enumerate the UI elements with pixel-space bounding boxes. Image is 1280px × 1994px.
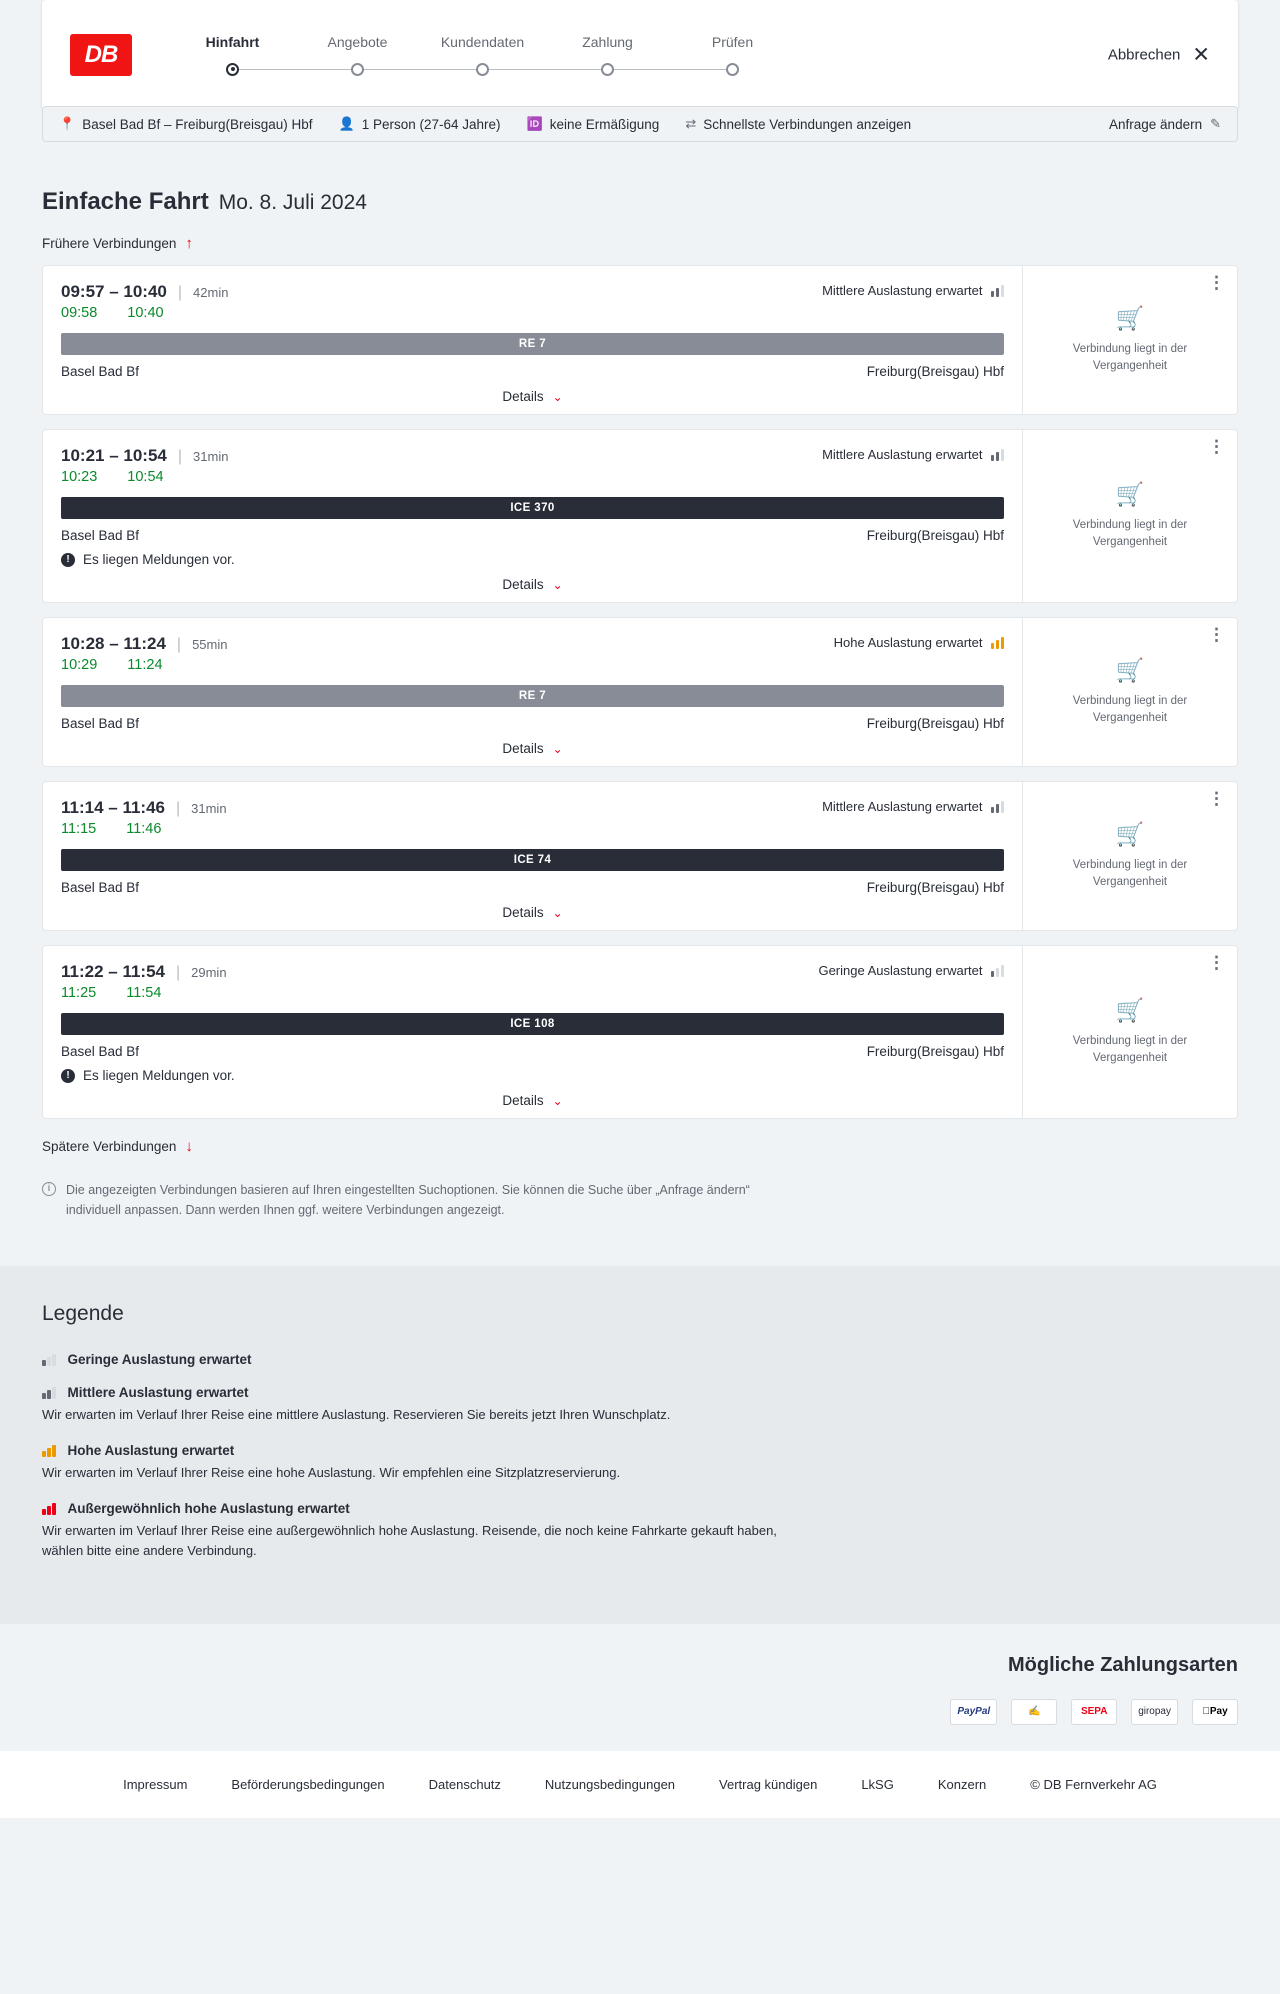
past-connection-note: Verbindung liegt in der Vergangenheit [1072,343,1188,372]
query-bar-region [0,106,1280,142]
message-notice[interactable] [61,552,1004,567]
payment-icons [42,1699,1238,1725]
step-dot-row [420,63,545,77]
arrival-time: 11:46 [126,821,162,837]
legend-title: Legende [42,1302,124,1325]
legend-head [42,1352,1238,1367]
time-range: 10:28 – 11:24 [61,634,166,653]
step-dot-icon [601,63,614,76]
arrow-down-icon: ↓ [185,1138,193,1155]
station-row [61,716,1004,731]
chevron-down-icon: ⌄ [552,741,563,756]
origin-station: Basel Bad Bf [61,364,140,379]
footer-link-befoerderungsbedingungen[interactable]: Beförderungsbedingungen [231,1776,385,1792]
step-pruefen[interactable] [670,34,795,77]
time-separator: | [177,448,183,465]
cancel-button[interactable] [1108,45,1210,66]
legend-head [42,1385,1238,1400]
step-label: Hinfahrt [205,33,260,50]
arrival-time: 10:54 [127,469,164,485]
app-header [42,0,1238,110]
connection-side [1022,782,1237,930]
destination-station: Freiburg(Breisgau) Hbf [866,364,1004,379]
query-discount [527,116,660,132]
utilization-bars-icon [42,1354,56,1366]
duration: 55min [192,637,228,652]
utilization-indicator [818,963,1004,978]
destination-station: Freiburg(Breisgau) Hbf [866,716,1004,731]
details-label: Details [502,1093,544,1108]
past-connection-note: Verbindung liegt in der Vergangenheit [1072,695,1188,724]
step-label: Kundendaten [440,33,525,50]
message-label: Es liegen Meldungen vor. [83,552,235,567]
realtime-times [61,657,1004,673]
train-bar: RE 7 [61,685,1004,707]
station-row [61,1044,1004,1059]
pencil-icon: ✎ [1210,116,1221,131]
departure-time: 10:23 [61,469,98,485]
details-label: Details [502,389,544,404]
giropay-icon: giropay [1131,1699,1178,1725]
cart-icon: 🛒 [1115,481,1145,508]
cart-icon: 🛒 [1115,305,1145,332]
swap-icon: ⇄ [685,116,697,131]
utilization-label: Hohe Auslastung erwartet [833,635,983,650]
destination-station: Freiburg(Breisgau) Hbf [866,528,1004,543]
step-dot-icon [726,63,739,76]
location-pin-icon: 📍 [59,116,76,131]
legend-item [42,1385,1238,1425]
utilization-bars-icon [991,285,1005,297]
legend-head [42,1443,1238,1458]
utilization-indicator [822,447,1004,462]
change-query-button[interactable] [1109,116,1221,132]
query-passengers [339,116,501,132]
info-icon: ! [61,553,75,567]
apple-pay-icon: Pay [1192,1699,1238,1725]
train-bar: RE 7 [61,333,1004,355]
departure-time: 11:15 [61,821,97,837]
duration: 29min [191,965,227,980]
info-icon: ! [61,1069,75,1083]
search-hint-text: Die angezeigten Verbindungen basieren auf Ihren eingestellten Suchoptionen. Sie können die Suche über „Anfrage ändern“ individuell anpassen. Dann werden Ihnen ggf. weitere Verbindungen angezeigt. [66,1183,750,1217]
connection-main [43,946,1022,1118]
query-option [685,116,911,132]
step-connector [608,69,733,70]
time-range: 10:21 – 10:54 [61,446,167,465]
chevron-down-icon: ⌄ [552,389,563,404]
legend-item-title: Außergewöhnlich hohe Auslastung erwartet [67,1501,350,1517]
arrow-up-icon: ↑ [185,235,193,252]
legend-item-desc: Wir erwarten im Verlauf Ihrer Reise eine außergewöhnlich hohe Auslastung. Reisende, die noch keine Fahrkarte gekauft haben, wählen bitte eine andere Verbindung. [42,1523,777,1559]
train-bar: ICE 370 [61,497,1004,519]
legend-item-desc: Wir erwarten im Verlauf Ihrer Reise eine hohe Auslastung. Wir empfehlen eine Sitzplatzreservierung. [42,1465,621,1481]
trip-type-title: Einfache Fahrt [42,188,209,215]
time-range: 11:22 – 11:54 [61,962,165,981]
info-circle-icon: i [42,1182,56,1196]
chevron-down-icon: ⌄ [552,1093,563,1108]
station-row [61,880,1004,895]
trip-date: Mo. 8. Juli 2024 [218,191,367,214]
utilization-indicator [822,799,1004,814]
utilization-bars-icon [42,1503,56,1515]
origin-station: Basel Bad Bf [61,880,140,895]
query-discount-label: keine Ermäßigung [549,116,660,132]
connection-side [1022,618,1237,766]
more-options-icon[interactable]: ⋮ [1208,789,1225,808]
origin-station: Basel Bad Bf [61,528,140,543]
destination-station: Freiburg(Breisgau) Hbf [866,1044,1004,1059]
footer [0,1751,1280,1818]
more-options-icon[interactable]: ⋮ [1208,625,1225,644]
details-label: Details [502,577,544,592]
direct-debit-icon: ✍ [1011,1699,1057,1725]
past-connection-note: Verbindung liegt in der Vergangenheit [1072,1035,1188,1064]
legend-item [42,1352,1238,1367]
step-angebote[interactable] [295,34,420,77]
close-icon: ✕ [1192,43,1210,67]
chevron-down-icon: ⌄ [552,577,563,592]
header-region [0,0,1280,110]
connection-card[interactable] [42,781,1238,931]
more-options-icon[interactable]: ⋮ [1208,437,1225,456]
utilization-label: Geringe Auslastung erwartet [818,963,983,978]
details-toggle[interactable] [61,389,1004,404]
connection-card[interactable] [42,429,1238,603]
duration: 31min [191,801,227,816]
utilization-label: Mittlere Auslastung erwartet [822,799,983,814]
details-toggle[interactable] [61,905,1004,920]
station-row [61,364,1004,379]
train-bar: ICE 74 [61,849,1004,871]
details-label: Details [502,741,544,756]
utilization-bars-icon [991,449,1005,461]
step-dot-row [545,63,670,77]
time-range: 11:14 – 11:46 [61,798,165,817]
duration: 42min [193,285,229,300]
details-toggle[interactable] [61,1093,1004,1108]
connection-card[interactable] [42,945,1238,1119]
step-label: Prüfen [711,33,754,50]
time-range: 09:57 – 10:40 [61,282,167,301]
db-logo: DB [70,34,132,76]
step-connector [358,69,483,70]
footer-link-vertrag-kuendigen[interactable]: Vertrag kündigen [719,1776,818,1792]
connection-main [43,430,1022,602]
time-separator: | [175,800,181,817]
departure-time: 10:29 [61,657,98,673]
step-dot-row [670,63,795,77]
utilization-bars-icon [42,1387,56,1399]
search-hint [42,1180,802,1220]
step-zahlung[interactable] [545,34,670,77]
change-query-label: Anfrage ändern [1109,116,1203,132]
more-options-icon[interactable]: ⋮ [1208,273,1225,292]
realtime-times [61,985,1004,1001]
train-bar: ICE 108 [61,1013,1004,1035]
step-label: Angebote [327,33,388,50]
connection-side [1022,266,1237,414]
utilization-indicator [834,635,1004,650]
step-dot-icon [226,63,239,76]
step-dot-icon [351,63,364,76]
footer-link-konzern[interactable]: Konzern [937,1776,987,1792]
step-hinfahrt[interactable] [170,34,295,77]
utilization-label: Mittlere Auslastung erwartet [822,447,983,462]
utilization-bars-icon [991,637,1005,649]
legend-item [42,1501,1238,1561]
connection-main [43,618,1022,766]
step-dot-icon [476,63,489,76]
realtime-times [61,305,1004,321]
connection-card[interactable] [42,617,1238,767]
time-separator: | [175,964,181,981]
connection-main [43,266,1022,414]
step-dot-row [295,63,420,77]
legend-item-title: Mittlere Auslastung erwartet [67,1385,249,1400]
footer-copyright: © DB Fernverkehr AG [1030,1776,1157,1792]
station-row [61,528,1004,543]
step-connector [233,69,358,70]
more-options-icon[interactable]: ⋮ [1208,953,1225,972]
step-kundendaten[interactable] [420,34,545,77]
details-toggle[interactable] [61,577,1004,592]
earlier-connections-button[interactable] [42,236,1238,251]
utilization-indicator [822,283,1004,298]
past-connection-note: Verbindung liegt in der Vergangenheit [1072,519,1188,548]
payments-title: Mögliche Zahlungsarten [1007,1653,1238,1676]
query-route-label: Basel Bad Bf – Freiburg(Breisgau) Hbf [82,116,313,132]
origin-station: Basel Bad Bf [61,716,140,731]
details-toggle[interactable] [61,741,1004,756]
destination-station: Freiburg(Breisgau) Hbf [866,880,1004,895]
footer-link-nutzungsbedingungen[interactable]: Nutzungsbedingungen [544,1776,676,1792]
departure-time: 09:58 [61,305,98,321]
step-label: Zahlung [582,33,633,50]
duration: 31min [193,449,229,464]
legend-item-title: Hohe Auslastung erwartet [67,1443,235,1459]
person-icon: 👤 [338,116,355,131]
utilization-bars-icon [991,965,1005,977]
message-label: Es liegen Meldungen vor. [83,1068,235,1083]
footer-link-lksg[interactable]: LkSG [861,1776,894,1792]
query-bar [42,106,1238,142]
sepa-icon: SEPA [1071,1699,1117,1725]
footer-links [42,1777,1238,1792]
paypal-icon: PayPal [950,1699,997,1725]
time-separator: | [176,636,182,653]
step-dot-row [170,63,295,77]
arrival-time: 10:40 [127,305,164,321]
details-label: Details [502,905,544,920]
realtime-times [61,469,1004,485]
earlier-connections-label: Frühere Verbindungen [42,236,177,251]
arrival-time: 11:24 [127,657,163,673]
query-option-label: Schnellste Verbindungen anzeigen [703,116,912,132]
utilization-bars-icon [991,801,1005,813]
legend-item [42,1443,1238,1483]
utilization-bars-icon [42,1445,56,1457]
arrival-time: 11:54 [126,985,162,1001]
message-notice[interactable] [61,1068,1004,1083]
cart-icon: 🛒 [1115,997,1145,1024]
realtime-times [61,821,1004,837]
past-connection-note: Verbindung liegt in der Vergangenheit [1072,859,1188,888]
payments-section [0,1624,1280,1751]
cart-icon: 🛒 [1115,821,1145,848]
later-connections-button[interactable] [42,1139,1238,1154]
cancel-label: Abbrechen [1107,46,1181,64]
query-route [59,116,313,132]
connection-side [1022,946,1237,1118]
page-title [42,188,1238,216]
time-separator: | [177,284,183,301]
cart-icon: 🛒 [1115,657,1145,684]
later-connections-label: Spätere Verbindungen [42,1139,177,1154]
legend-head [42,1501,1238,1516]
step-connector [483,69,608,70]
departure-time: 11:25 [61,985,97,1001]
chevron-down-icon: ⌄ [552,905,563,920]
connection-main [43,782,1022,930]
footer-link-impressum[interactable]: Impressum [123,1776,188,1792]
legend-section [0,1266,1280,1624]
utilization-label: Mittlere Auslastung erwartet [822,283,983,298]
origin-station: Basel Bad Bf [61,1044,140,1059]
footer-link-datenschutz[interactable]: Datenschutz [428,1776,501,1792]
connection-side [1022,430,1237,602]
main-content [0,188,1280,1220]
card-icon: 🆔 [526,116,543,131]
connection-card[interactable] [42,265,1238,415]
legend-item-title: Geringe Auslastung erwartet [67,1352,252,1367]
legend-item-desc: Wir erwarten im Verlauf Ihrer Reise eine mittlere Auslastung. Reservieren Sie bereits jetzt Ihren Wunschplatz. [42,1407,671,1422]
query-passengers-label: 1 Person (27-64 Jahre) [361,116,501,132]
progress-steps [170,34,795,77]
